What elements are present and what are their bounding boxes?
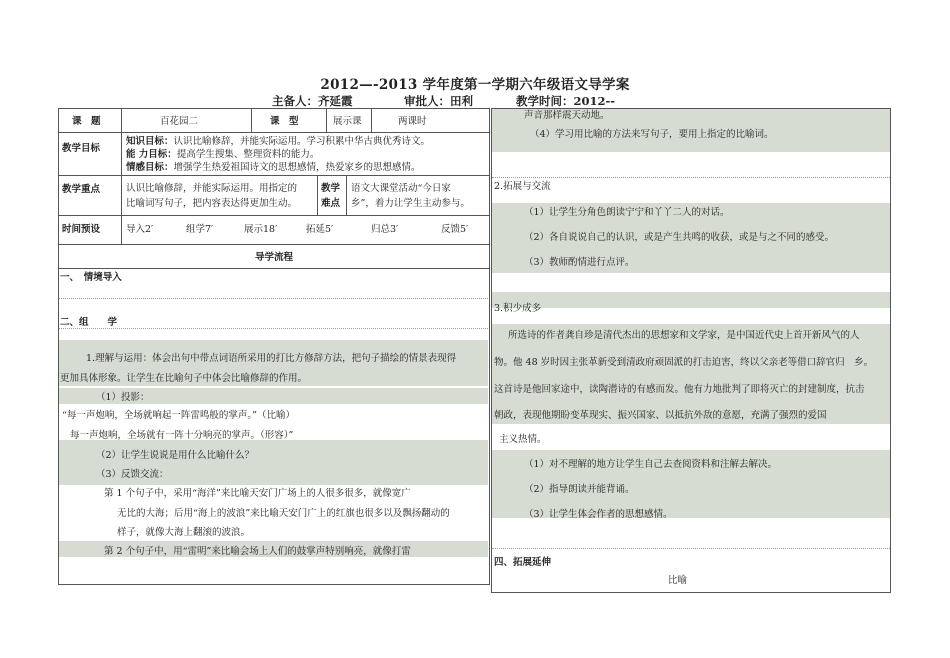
list-item: （4）学习用比喻的方法来写句子，要用上指定的比喻词。 bbox=[530, 129, 774, 140]
dotted-line bbox=[59, 298, 488, 299]
paragraph-line: 朝政，表现他期盼变革现实、振兴国家、以抵抗外敌的意愿，充满了强烈的爱国 bbox=[494, 410, 827, 421]
time-item: 反馈5′ bbox=[441, 224, 469, 235]
goal-ability bbox=[126, 148, 319, 161]
row-divider bbox=[58, 175, 490, 176]
key-line: 认识比喻修辞，并能实际运用。用指定的 bbox=[126, 183, 298, 194]
goal-knowledge bbox=[126, 135, 430, 148]
section-heading: 2.拓展与交流 bbox=[494, 181, 551, 192]
goal-knowledge-text: 认识比喻修辞，并能实际运用。学习积累中华古典优秀诗文。 bbox=[173, 136, 431, 147]
col-divider bbox=[251, 108, 252, 132]
key-label: 教学重点 bbox=[62, 184, 101, 195]
list-item: （2）各自说说自己的认识，或是产生共鸣的收获，或是与之不同的感受。 bbox=[524, 232, 835, 243]
list-item: （2）指导朗读并能背诵。 bbox=[524, 484, 635, 495]
time-label: 时间预设 bbox=[62, 224, 101, 235]
quote-line: 每一声炮响，全场就有一阵十分响亮的掌声。（形容）” bbox=[70, 430, 294, 441]
topic-label: 课 题 bbox=[72, 116, 101, 127]
page-title: 2012—-2013 学年度第一学期六年级语文导学案 bbox=[320, 77, 630, 93]
dotted-line bbox=[59, 328, 488, 329]
list-item: （2）让学生说说是用什么比喻什么？ bbox=[96, 450, 255, 461]
answer-line: 第 1 个句子中，采用“海洋”来比喻天安门广场上的人很多很多，就像宽广 bbox=[104, 488, 411, 499]
list-item: （1）让学生分角色朗读宁宁和丫丫二人的对话。 bbox=[524, 207, 730, 218]
section-heading: 3.积少成多 bbox=[494, 303, 542, 314]
paragraph-line: 这首诗是他回家途中，读陶潜诗的有感而发。他有力地批判了即将灭亡的封建制度，抗击 bbox=[494, 384, 865, 395]
paragraph-line: 1.理解与运用：体会出句中带点词语所采用的打比方修辞方法，把句子描绘的情景表现得 bbox=[86, 353, 457, 364]
answer-line: 第 2 个句子中，用“雷明”来比喻会场上人们的鼓掌声特别响亮，就像打雷 bbox=[104, 546, 411, 557]
difficulty-label: 难点 bbox=[321, 198, 341, 209]
type-label: 课 型 bbox=[270, 116, 299, 127]
col-divider bbox=[326, 108, 327, 132]
list-item: （3）教师酌情进行点评。 bbox=[524, 257, 635, 268]
paragraph-line: 主义热情。 bbox=[499, 434, 547, 445]
section-heading: 二、组 学 bbox=[60, 317, 118, 328]
section-heading: 四、拓展延伸 bbox=[494, 557, 552, 568]
answer-line: 样子，就像大海上翻滚的波浪。 bbox=[117, 527, 251, 538]
type-value: 展示课 bbox=[333, 116, 362, 127]
dotted-line bbox=[492, 548, 890, 549]
row-divider bbox=[58, 244, 490, 245]
flow-heading: 导学流程 bbox=[255, 252, 294, 263]
paragraph-line: 物。他 48 岁时因主张革新受到清政府顽固派的打击迫害，终以父亲老等借口辞官归 乡。 bbox=[494, 357, 874, 368]
teaching-time-text: 教学时间：2012-- bbox=[516, 94, 616, 108]
paragraph-line: 更加具体形象。让学生在比喻句子中体会比喻修辞的作用。 bbox=[60, 373, 308, 384]
goal-emotion-text: 增强学生热爱祖国诗文的思想感情，热爱家乡的思想感情。 bbox=[173, 162, 421, 173]
topic-value: 百花园二 bbox=[160, 116, 199, 127]
goal-ability-label: 能 力目标： bbox=[126, 149, 177, 160]
reviewer-text: 审批人：田利 bbox=[404, 94, 473, 108]
col-divider bbox=[346, 175, 347, 215]
time-item: 拓延5′ bbox=[306, 224, 334, 235]
goal-emotion-label: 情感目标： bbox=[126, 162, 174, 173]
list-item: （3）让学生体会作者的思想感情。 bbox=[524, 509, 673, 520]
difficulty-line: 乡”，着力让学生主动参与。 bbox=[351, 198, 470, 209]
goal-emotion bbox=[126, 161, 421, 174]
key-line: 比喻词写句子，把内容表达得更加生动。 bbox=[126, 198, 298, 209]
time-item: 组学7′ bbox=[186, 224, 214, 235]
row-divider bbox=[58, 268, 490, 269]
continued-line: 声音那样震天动地。 bbox=[524, 110, 610, 121]
metaphor-label: 比喻 bbox=[668, 575, 688, 586]
list-item: （1）对不理解的地方让学生自己去查阅资料和注解去解决。 bbox=[524, 459, 778, 470]
time-item: 导入2′ bbox=[126, 224, 154, 235]
quote-line: “每一声炮响，全场就响起一阵雷鸣般的掌声。”（比喻） bbox=[62, 410, 295, 421]
goal-ability-text: 提高学生搜集、整理资料的能力。 bbox=[176, 149, 320, 160]
row-divider bbox=[58, 215, 490, 216]
dotted-line bbox=[492, 177, 890, 178]
preparer-text: 主备人：齐延霞 bbox=[272, 94, 353, 108]
hours-value: 两课时 bbox=[398, 116, 427, 127]
row-divider bbox=[58, 132, 490, 133]
col-divider bbox=[317, 175, 318, 215]
col-divider bbox=[371, 108, 372, 132]
goal-knowledge-label: 知识目标： bbox=[126, 136, 174, 147]
answer-line: 无比的大海；后用“海上的波浪”来比喻天安门广上的红旗也很多以及飘扬翻动的 bbox=[117, 508, 450, 519]
col-divider bbox=[121, 108, 122, 244]
time-item: 展示18′ bbox=[244, 224, 278, 235]
time-item: 归总3′ bbox=[371, 224, 399, 235]
list-item: （3）反馈交流： bbox=[96, 469, 169, 480]
list-item: （1）投影： bbox=[96, 392, 150, 403]
paragraph-line: 所选诗的作者龚自珍是清代杰出的思想家和文学家，是中国近代史上首开新风气的人 bbox=[508, 330, 860, 341]
section-heading: 一、 情境导入 bbox=[60, 272, 122, 283]
difficulty-line: 语文大课堂活动“今日家 bbox=[351, 183, 451, 194]
difficulty-label: 教学 bbox=[321, 183, 341, 194]
goals-label: 教学目标 bbox=[62, 143, 101, 154]
